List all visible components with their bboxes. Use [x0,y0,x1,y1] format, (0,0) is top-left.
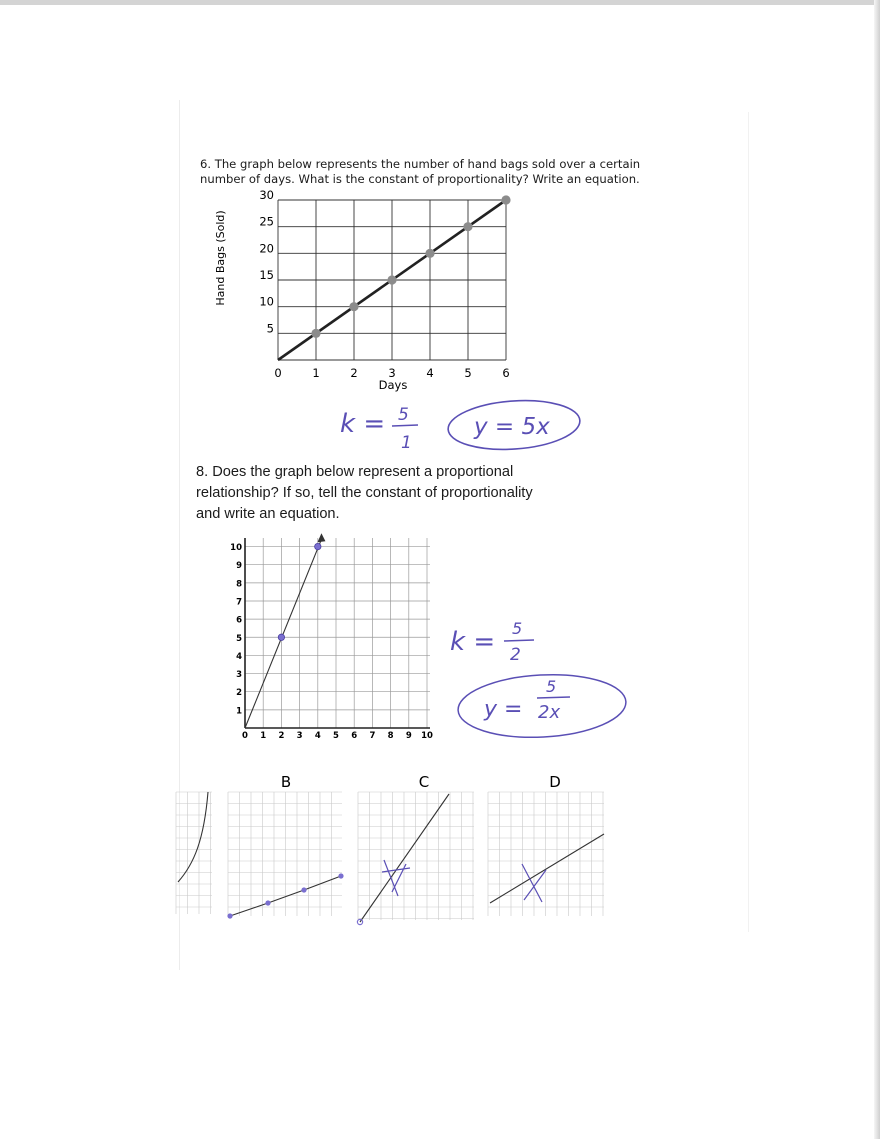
x-tick-labels [274,366,509,380]
k-equals: k = [450,627,496,657]
x-tick-label: 0 [274,366,282,380]
option-graphs [170,768,620,938]
x-tick-label: 8 [387,731,394,741]
fraction-bar [504,640,534,641]
data-point [425,249,434,258]
fraction-bar [537,697,570,698]
option-d-label: D [549,773,561,791]
y-tick-label: 4 [236,651,242,662]
data-point [387,275,396,284]
handwritten-answer-6 [320,392,600,456]
chart-grid [245,538,430,728]
y-tick-label: 9 [236,561,242,572]
option-c-line [360,794,449,922]
x-axis-label: Days [378,378,408,392]
question-8-text [196,462,616,525]
equation-numerator: 5 [546,677,557,696]
equation-denominator: 2x [538,702,561,723]
y-tick-label: 8 [236,579,242,590]
fraction-bar [392,425,418,426]
data-point [463,222,472,231]
x-tick-label: 6 [502,366,510,380]
arrow-head [317,533,325,542]
data-point [501,195,510,204]
x-tick-label: 5 [464,366,472,380]
y-tick-label: 3 [236,670,242,681]
option-b-point [338,873,343,878]
chart-marks [245,533,325,728]
k-denominator: 2 [510,645,521,665]
y-tick-label: 5 [266,321,274,336]
y-tick-label: 20 [259,241,274,256]
x-tick-label: 1 [260,731,267,741]
x-tick-label: 10 [421,731,433,741]
option-b-point [301,887,306,892]
x-tick-label: 3 [388,366,396,380]
y-tick-label: 1 [236,706,242,717]
y-axis-label: Hand Bags (Sold) [214,210,227,306]
option-d-line [490,834,604,903]
y-tick-label: 25 [259,214,274,229]
option-a-curve [178,792,208,882]
data-point [311,329,320,338]
data-point [278,634,284,640]
option-c-cross-mark [382,860,410,896]
question-8-line-2: relationship? If so, tell the constant of proportionality [196,485,533,501]
x-tick-label: 0 [242,731,248,741]
x-tick-label: 5 [333,731,339,741]
x-tick-labels [242,731,433,741]
y-tick-label: 2 [236,688,242,699]
question-8-line-3: and write an equation. [196,506,340,522]
equation-6: y = 5x [474,414,550,440]
x-tick-label: 2 [350,366,358,380]
x-tick-label: 3 [296,731,303,741]
x-tick-label: 2 [278,731,285,741]
k-numerator: 5 [512,619,523,638]
option-c-label: C [418,773,430,791]
y-tick-label: 5 [236,633,242,644]
question-6-text [200,157,670,186]
y-tick-label: 15 [259,268,274,282]
scan-edge-top [0,0,880,5]
option-b-point [227,913,232,918]
question-6-line-2: number of days. What is the constant of proportionality? Write an equation. [200,171,640,186]
y-tick-label: 10 [230,543,242,554]
option-b-point [265,900,270,905]
k-numerator: 5 [398,405,409,425]
x-tick-label: 9 [405,731,412,741]
proportional-chart [224,528,438,742]
y-tick-label: 7 [236,597,242,608]
chart-marks [278,195,511,360]
y-tick-labels [230,543,242,716]
series-line [245,539,321,728]
y-tick-label: 6 [236,615,242,626]
question-8-line-1: 8. Does the graph below represent a proportional [196,464,514,480]
k-equals: k = [340,409,386,439]
y-tick-label: 10 [259,294,274,309]
x-tick-label: 7 [369,731,376,741]
k-denominator: 1 [401,433,412,453]
question-6-line-1: 6. The graph below represents the number of hand bags sold over a certain [200,157,641,171]
x-tick-label: 4 [314,731,321,741]
x-tick-label: 6 [351,731,358,741]
scan-edge-right [874,0,880,1139]
y-tick-labels [259,188,274,335]
equation-lhs: y = [484,697,523,722]
handwritten-answer-8 [440,612,640,746]
handbags-chart [200,186,530,396]
x-tick-label: 4 [426,366,434,380]
data-point [349,302,358,311]
option-b-label: B [280,773,292,791]
x-tick-label: 1 [312,366,320,380]
sheet-edge [748,112,749,932]
data-point [315,543,321,549]
y-tick-label: 30 [259,188,274,202]
